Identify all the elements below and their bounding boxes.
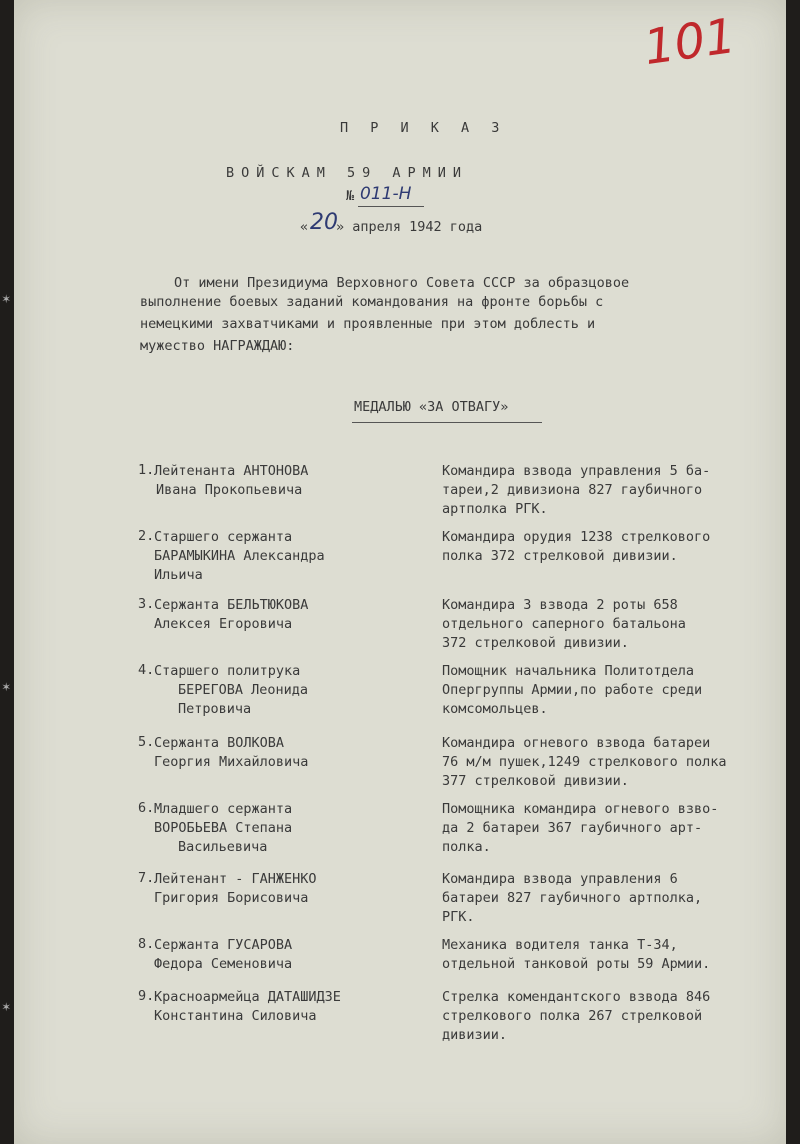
recipient-line: Петровича (178, 701, 252, 717)
scan-edge-mark: ✶ (2, 291, 11, 307)
recipient-line: Григория Борисовича (154, 890, 309, 906)
entry-number: 9. (138, 988, 155, 1004)
position-line: Опергруппы Армии,по работе среди (442, 682, 703, 698)
order-number-handwritten: 011-Н (360, 184, 412, 204)
recipient-line: Ивана Прокопьевича (156, 482, 303, 498)
order-title: П Р И К А З (340, 120, 507, 136)
recipient-line: Васильевича (178, 839, 268, 855)
recipient-line: Старшего политрука (154, 663, 301, 679)
order-number-underline (358, 206, 424, 207)
recipient-line: ВОРОБЬЕВА Степана (154, 820, 293, 836)
entry-position (442, 462, 710, 519)
entry-recipient (154, 528, 325, 585)
award-heading: МЕДАЛЬЮ «ЗА ОТВАГУ» (354, 399, 509, 415)
entry-position (442, 800, 718, 857)
entry-recipient (154, 596, 308, 634)
preamble (140, 274, 629, 356)
entry-recipient (154, 988, 341, 1026)
recipient-line: Лейтенант - ГАНЖЕНКО (154, 871, 317, 887)
recipient-line: БАРАМЫКИНА Александра (154, 548, 325, 564)
award-entry (14, 462, 786, 532)
recipient-line: Красноармейца ДАТАШИДЗЕ (154, 989, 341, 1005)
recipient-line: Алексея Егоровича (154, 616, 293, 632)
position-line: тареи,2 дивизиона 827 гаубичного (442, 482, 703, 498)
position-line: Командира 3 взвода 2 роты 658 (442, 597, 678, 613)
entry-position (442, 596, 686, 653)
position-line: да 2 батареи 367 гаубичного арт- (442, 820, 703, 836)
recipient-line: Ильича (154, 567, 203, 583)
award-entry (14, 734, 786, 804)
award-heading-underline (352, 422, 542, 423)
entry-recipient (154, 462, 308, 500)
entry-number: 4. (138, 662, 155, 678)
document-page (14, 0, 786, 1144)
entry-position (442, 936, 710, 974)
position-line: 372 стрелковой дивизии. (442, 635, 629, 651)
position-line: батареи 827 гаубичного артполка, (442, 890, 703, 906)
recipient-line: Георгия Михайловича (154, 754, 309, 770)
position-line: Командира взвода управления 5 ба- (442, 463, 711, 479)
position-line: 377 стрелковой дивизии. (442, 773, 629, 789)
recipient-line: Сержанта ВОЛКОВА (154, 735, 285, 751)
position-line: комсомольцев. (442, 701, 548, 717)
position-line: отдельного саперного батальона (442, 616, 686, 632)
date-rest: » апреля 1942 года (336, 219, 483, 235)
recipient-line: БЕРЕГОВА Леонида (178, 682, 309, 698)
position-line: Командира огневого взвода батареи (442, 735, 711, 751)
entry-recipient (154, 936, 292, 974)
entry-number: 2. (138, 528, 155, 544)
archive-page-number: 101 (640, 7, 740, 77)
entry-number: 3. (138, 596, 155, 612)
position-line: 76 м/м пушек,1249 стрелкового полка (442, 754, 727, 770)
entry-recipient (154, 870, 317, 908)
recipient-line: Сержанта БЕЛЬТЮКОВА (154, 597, 309, 613)
preamble-line-4: мужество НАГРАЖДАЮ: (140, 338, 295, 354)
recipient-line: Лейтенанта АНТОНОВА (154, 463, 309, 479)
entry-number: 7. (138, 870, 155, 886)
entry-number: 5. (138, 734, 155, 750)
position-line: дивизии. (442, 1027, 508, 1043)
order-number-prefix: № (346, 188, 355, 204)
position-line: Механика водителя танка Т-34, (442, 937, 678, 953)
entry-recipient (154, 800, 292, 857)
position-line: РГК. (442, 909, 475, 925)
award-entry (14, 528, 786, 598)
entry-position (442, 988, 710, 1045)
position-line: полка. (442, 839, 491, 855)
award-entry (14, 870, 786, 940)
position-line: артполка РГК. (442, 501, 548, 517)
preamble-line-2: выполнение боевых заданий командования на фронте борьбы с (140, 294, 604, 310)
recipient-line: Младшего сержанта (154, 801, 293, 817)
preamble-line-1: От имени Президиума Верховного Совета СССР за образцовое (174, 275, 630, 291)
recipient-line: Федора Семеновича (154, 956, 293, 972)
position-line: Командира взвода управления 6 (442, 871, 678, 887)
recipient-line: Константина Силовича (154, 1008, 317, 1024)
entry-position (442, 528, 710, 566)
recipient-line: Сержанта ГУСАРОВА (154, 937, 293, 953)
entry-position (442, 734, 726, 791)
position-line: Помощник начальника Политотдела (442, 663, 694, 679)
date-quote-open: « (300, 219, 309, 235)
entry-number: 6. (138, 800, 155, 816)
entry-position (442, 870, 702, 927)
entry-position (442, 662, 702, 719)
scan-edge-mark: ✶ (2, 679, 11, 695)
entry-number: 8. (138, 936, 155, 952)
position-line: отдельной танковой роты 59 Армии. (442, 956, 711, 972)
entry-number: 1. (138, 462, 155, 478)
award-entry (14, 988, 786, 1058)
position-line: полка 372 стрелковой дивизии. (442, 548, 678, 564)
position-line: Помощника командира огневого взво- (442, 801, 719, 817)
entry-recipient (154, 734, 308, 772)
award-entry (14, 662, 786, 732)
order-addressee: ВОЙСКАМ 59 АРМИИ (226, 165, 469, 181)
position-line: Стрелка комендантского взвода 846 (442, 989, 711, 1005)
entry-recipient (154, 662, 308, 719)
award-entry (14, 800, 786, 870)
award-entry (14, 596, 786, 666)
scan-edge-mark: ✶ (2, 999, 11, 1015)
date-day-handwritten: 20 (310, 210, 338, 235)
position-line: стрелкового полка 267 стрелковой (442, 1008, 703, 1024)
preamble-line-3: немецкими захватчиками и проявленные при этом доблесть и (140, 316, 596, 332)
recipient-line: Старшего сержанта (154, 529, 293, 545)
position-line: Командира орудия 1238 стрелкового (442, 529, 711, 545)
